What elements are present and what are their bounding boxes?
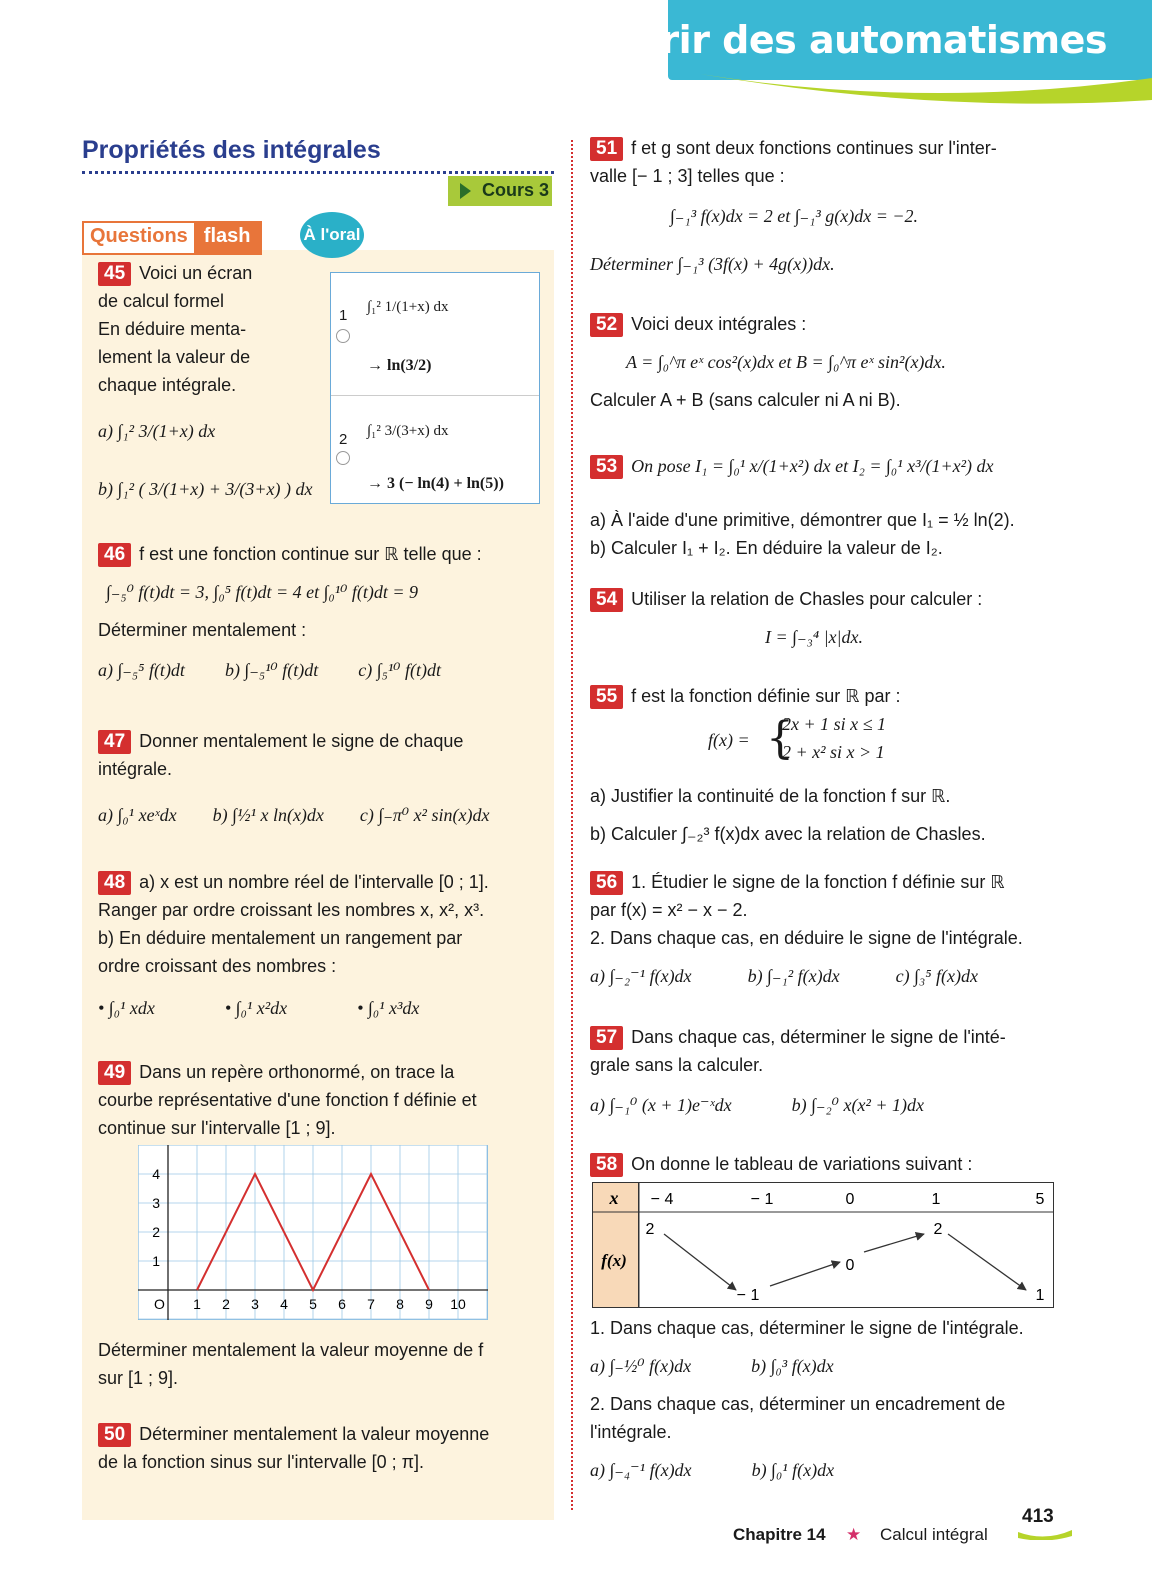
x-tick-label: 9 <box>425 1296 433 1312</box>
questions-flash-label: Questions flash <box>82 221 262 255</box>
exercise-48: 48 a) x est un nombre réel de l'intervalle [0 ; 1]. Ranger par ordre croissant les nombres x, x², x³. b) En déduire mentalement un rangement par ordre croissant des nombres : • ∫₀¹ xdx • ∫₀¹ x²dx • ∫₀¹ x³dx <box>98 872 489 1018</box>
ex45-a: a) ∫₁² 3/(1+x) dx <box>98 421 216 441</box>
f-value: − 1 <box>736 1287 760 1304</box>
x-value: − 1 <box>750 1191 774 1208</box>
exercise-number: 50 <box>98 1423 131 1447</box>
variation-table <box>592 1182 1062 1308</box>
exercise-number: 52 <box>590 313 623 337</box>
exercise-55: 55 f est la fonction définie sur ℝ par : f(x) = { 2x + 1 si x ≤ 1 2 + x² si x > 1 a) Justifier la continuité de la fonction f sur ℝ. b) Calculer ∫₋₂³ f(x)dx avec la relation de Chasles. <box>590 686 986 844</box>
x-tick-label: 3 <box>251 1296 259 1312</box>
x-value: 0 <box>845 1191 855 1208</box>
header-title: Acquérir des automatismes <box>530 18 1107 62</box>
x-value: 1 <box>931 1191 941 1208</box>
exercise-number: 47 <box>98 730 131 754</box>
exercise-53: 53 On pose I₁ = ∫₀¹ x/(1+x²) dx et I₂ = ∫₀¹ x³/(1+x²) dx a) À l'aide d'une primitive, démontrer que I₁ = ½ ln(2). b) Calculer I₁ + I₂. En déduire la valeur de I₂. <box>590 456 1015 558</box>
exercise-number: 56 <box>590 871 623 895</box>
exercise-number: 49 <box>98 1061 131 1085</box>
dotted-divider <box>82 171 554 174</box>
row-x-label: x <box>609 1188 619 1208</box>
f-value: 1 <box>1035 1287 1045 1304</box>
x-tick-label: 2 <box>222 1296 230 1312</box>
row-f-label: f(x) <box>601 1251 627 1270</box>
exercise-50: 50 Déterminer mentalement la valeur moyenne de la fonction sinus sur l'intervalle [0 ; π]. <box>98 1424 490 1472</box>
page-number: 413 <box>1022 1506 1054 1527</box>
footer-chapter: Chapitre 14 <box>733 1525 826 1544</box>
origin-label: O <box>154 1296 165 1312</box>
exercise-number: 46 <box>98 543 131 567</box>
exercise-49-question: Déterminer mentalement la valeur moyenne de f sur [1 ; 9]. <box>98 1340 484 1388</box>
y-tick-label: 4 <box>152 1166 160 1182</box>
exercise-number: 55 <box>590 685 623 709</box>
f-value: 0 <box>845 1257 855 1274</box>
exercise-56: 56 1. Étudier le signe de la fonction f définie sur ℝ par f(x) = x² − x − 2. 2. Dans chaque cas, en déduire le signe de l'intégrale. a) ∫₋₂⁻¹ f(x)dx b) ∫₋₁² f(x)dx c) ∫₃⁵ f(x)dx <box>590 872 1023 986</box>
exercise-49: 49 Dans un repère orthonormé, on trace la courbe représentative d'une fonction f définie et continue sur l'intervalle [1 ; 9]. <box>98 1062 477 1138</box>
section-title: Propriétés des intégrales <box>82 136 381 164</box>
cas1-result: → ln(3/2) <box>367 357 432 374</box>
exercise-number: 57 <box>590 1026 623 1050</box>
exercise-51: 51 f et g sont deux fonctions continues sur l'inter- valle [− 1 ; 3] telles que : ∫₋₁³ f(x)dx = 2 et ∫₋₁³ g(x)dx = −2. Déterminer ∫₋₁³ (3f(x) + 4g(x))dx. <box>590 138 997 274</box>
exercise-number: 51 <box>590 137 623 161</box>
radio-icon[interactable] <box>336 329 350 343</box>
exercise-number: 58 <box>590 1153 623 1177</box>
y-tick-label: 2 <box>152 1224 160 1240</box>
exercise-52: 52 Voici deux intégrales : A = ∫₀^π eˣ cos²(x)dx et B = ∫₀^π eˣ sin²(x)dx. Calculer A + B (sans calculer ni A ni B). <box>590 314 946 410</box>
exercise-58-questions: 1. Dans chaque cas, déterminer le signe de l'intégrale. a) ∫₋½⁰ f(x)dx b) ∫₀³ f(x)dx 2. Dans chaque cas, déterminer un encadrement de l'intégrale. a) ∫₋₄⁻¹ f(x)dx b) ∫₀¹ f(x)dx <box>590 1318 1024 1480</box>
page-swoosh <box>1018 1528 1072 1540</box>
f-value: 2 <box>933 1221 943 1238</box>
oral-badge: À l'oral <box>300 212 364 258</box>
x-tick-label: 4 <box>280 1296 288 1312</box>
column-divider <box>571 140 573 1510</box>
star-icon: ★ <box>846 1525 862 1544</box>
x-value: − 4 <box>650 1191 674 1208</box>
ex45-b: b) ∫₁² ( 3/(1+x) + 3/(3+x) ) dx <box>98 479 313 499</box>
exercise-45: 45 Voici un écran de calcul formel En déduire menta- lement la valeur de chaque intégrale. a) ∫₁² 3/(1+x) dx b) ∫₁² ( 3/(1+x) + 3/(3+x) ) dx <box>98 259 323 503</box>
exercise-58: 58 On donne le tableau de variations suivant : <box>590 1150 1055 1178</box>
cas-screen: 1 2 ∫₁² 1/(1+x) dx → ln(3/2) ∫₁² 3/(3+x) dx → 3 (− ln(4) + ln(5)) <box>330 272 540 504</box>
cas1-expr: ∫₁² 1/(1+x) dx <box>367 299 449 315</box>
y-tick-label: 1 <box>152 1253 160 1269</box>
exercise-47: 47 Donner mentalement le signe de chaque intégrale. a) ∫₀¹ xeˣdx b) ∫½¹ x ln(x)dx c) ∫₋π⁰ x² sin(x)dx <box>98 731 490 825</box>
f-value: 2 <box>645 1221 655 1238</box>
radio-icon[interactable] <box>336 451 350 465</box>
header-swoosh <box>700 74 1152 104</box>
cas2-expr: ∫₁² 3/(3+x) dx <box>367 423 449 439</box>
function-graph <box>138 1145 488 1320</box>
cours-badge[interactable]: Cours 3 <box>448 176 552 206</box>
play-icon <box>460 183 471 199</box>
exercise-number: 54 <box>590 588 623 612</box>
exercise-number: 48 <box>98 871 131 895</box>
y-tick-label: 3 <box>152 1195 160 1211</box>
x-tick-label: 8 <box>396 1296 404 1312</box>
exercise-number: 53 <box>590 455 623 479</box>
x-value: 5 <box>1035 1191 1045 1208</box>
x-tick-label: 5 <box>309 1296 317 1312</box>
footer-topic: Calcul intégral <box>880 1525 988 1544</box>
x-tick-label: 6 <box>338 1296 346 1312</box>
exercise-46: 46 f est une fonction continue sur ℝ telle que : ∫₋₅⁰ f(t)dt = 3, ∫₀⁵ f(t)dt = 4 et ∫₀¹⁰ f(t)dt = 9 Déterminer mentalement : a) ∫₋₅⁵ f(t)dt b) ∫₋₅¹⁰ f(t)dt c) ∫₅¹⁰ f(t)dt <box>98 544 482 680</box>
x-tick-label: 10 <box>450 1296 466 1312</box>
exercise-54: 54 Utiliser la relation de Chasles pour calculer : I = ∫₋₃⁴ |x|dx. <box>590 585 1055 651</box>
cas2-result: → 3 (− ln(4) + ln(5)) <box>367 475 504 492</box>
x-tick-label: 7 <box>367 1296 375 1312</box>
exercise-number: 45 <box>98 262 131 286</box>
exercise-57: 57 Dans chaque cas, déterminer le signe de l'inté- grale sans la calculer. a) ∫₋₁⁰ (x + 1)e⁻ˣdx b) ∫₋₂⁰ x(x² + 1)dx <box>590 1027 1006 1115</box>
x-tick-label: 1 <box>193 1296 201 1312</box>
